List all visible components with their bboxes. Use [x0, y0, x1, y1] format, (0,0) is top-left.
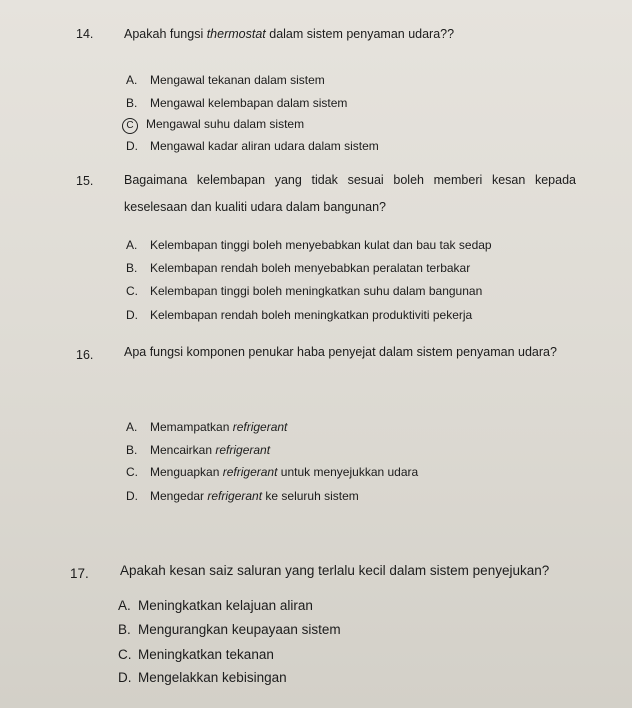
option-a[interactable]: A. Kelembapan tinggi boleh menyebabkan kulat dan bau tak sedap: [126, 238, 492, 252]
option-b[interactable]: B. Kelembapan rendah boleh menyebabkan peralatan terbakar: [126, 261, 471, 275]
option-c[interactable]: C. Meningkatkan tekanan: [118, 647, 274, 662]
option-b[interactable]: B. Mengurangkan keupayaan sistem: [118, 622, 341, 637]
option-a[interactable]: A. Memampatkan refrigerant: [126, 420, 288, 434]
option-c[interactable]: C. Kelembapan tinggi boleh meningkatkan suhu dalam bangunan: [126, 284, 483, 298]
option-d[interactable]: D. Mengedar refrigerant ke seluruh sistem: [126, 489, 359, 503]
question-text: Apakah kesan saiz saluran yang terlalu kecil dalam sistem penyejukan?: [120, 563, 550, 578]
option-b[interactable]: B. Mencairkan refrigerant: [126, 443, 271, 457]
option-c[interactable]: C Mengawal suhu dalam sistem: [126, 117, 304, 134]
question-number: 16.: [76, 348, 94, 362]
question-text: Apa fungsi komponen penukar haba penyejat dalam sistem penyaman udara?: [124, 345, 557, 359]
option-d[interactable]: D. Mengelakkan kebisingan: [118, 670, 287, 685]
question-number: 14.: [76, 27, 94, 41]
option-d[interactable]: D. Mengawal kadar aliran udara dalam sistem: [126, 139, 379, 153]
question-text-line2: keselesaan dan kualiti udara dalam bangunan?: [124, 200, 386, 214]
option-b[interactable]: B. Mengawal kelembapan dalam sistem: [126, 96, 348, 110]
option-a[interactable]: A. Mengawal tekanan dalam sistem: [126, 73, 325, 87]
option-a[interactable]: A. Meningkatkan kelajuan aliran: [118, 598, 313, 613]
question-number: 17.: [70, 566, 89, 581]
question-text: Bagaimana kelembapan yang tidak sesuai boleh memberi kesan kepada: [124, 173, 576, 187]
question-number: 15.: [76, 174, 94, 188]
question-text: Apakah fungsi thermostat dalam sistem penyaman udara??: [124, 27, 455, 41]
answer-circle-mark: C: [122, 118, 138, 134]
option-c[interactable]: C. Menguapkan refrigerant untuk menyejukkan udara: [126, 465, 419, 479]
option-d[interactable]: D. Kelembapan rendah boleh meningkatkan produktiviti pekerja: [126, 308, 473, 322]
